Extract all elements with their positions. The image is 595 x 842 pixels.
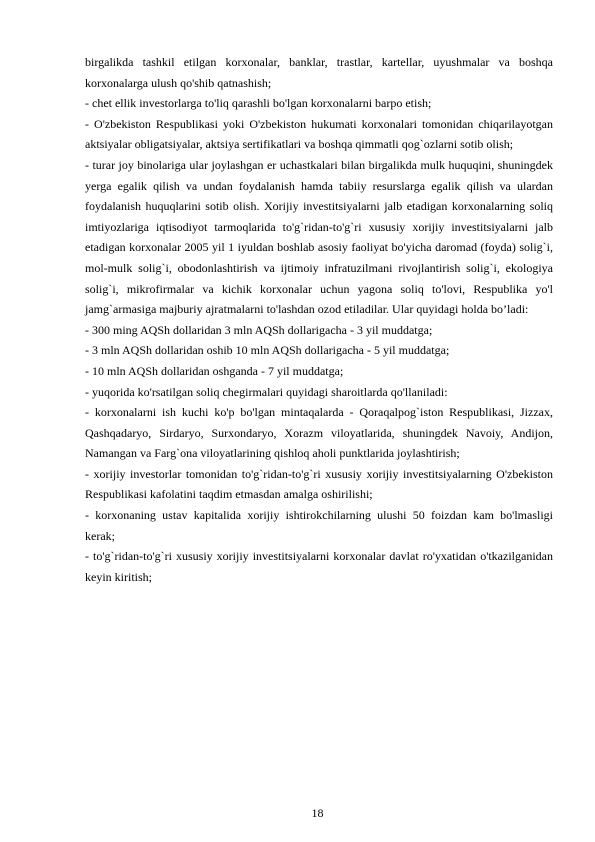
page-number: 18 bbox=[311, 806, 324, 820]
paragraph-9: - korxonalarni ish kuchi ko'p bo'lgan mintaqalarda - Qoraqalpog`iston Respublikasi, Jizzax, Qashqadaryo, Sirdaryo, Surxondaryo, Xorazm viloyatlarida, shuningdek Navoiy, Andijon, Namangan va Farg`ona viloyatlarining qishloq aholi punktlarida joylashtirish; bbox=[85, 405, 553, 461]
paragraph-11: - korxonaning ustav kapitalida xorijiy ishtirokchilarning ulushi 50 foizdan kam bo'lmasligi kerak; bbox=[85, 508, 553, 543]
paragraph-4: - turar joy binolariga ular joylashgan er uchastkalari bilan birgalikda mulk huquqini, shuningdek yerga egalik qilish va undan foydalanish hamda tabiiy resurslarga egalik qilish va ulardan foydalanish huquqlarini sotib olish. Xorijiy investitsiyalarni jalb etadigan korxonalarning soliq imtiyozlariga iqtisodiyot tarmoqlarida to'g`ridan-to'g`ri xususiy xorijiy investitsiyalarni jalb etadigan korxonalar 2005 yil 1 iyuldan boshlab asosiy faoliyat bo'yicha daromad (foyda) solig`i, mol-mulk solig`i, obodonlashtirish va ijtimoiy infratuzilmani rivojlantirish solig`i, ekologiya solig`i, mikrofirmalar va kichik korxonalar uchun yagona soliq to'lovi, Respublika yo'l jamg`armasiga majburiy ajratmalarni to'lashdan ozod etiladilar. Ular quyidagi holda bo’ladi: bbox=[85, 157, 553, 317]
paragraph-5: - 300 ming AQSh dollaridan 3 mln AQSh dollarigacha - 3 yil muddatga; bbox=[85, 322, 433, 337]
paragraph-2: - chet ellik investorlarga to'liq qarashli bo'lgan korxonalarni barpo etish; bbox=[85, 96, 432, 111]
paragraph-8: - yuqorida ko'rsatilgan soliq chegirmalari quyidagi sharoitlarda qo'llaniladi: bbox=[85, 384, 448, 399]
paragraph-3: - O'zbekiston Respublikasi yoki O'zbekiston hukumati korxonalari tomonidan chiqarilayotgan aktsiyalar obligatsiyalar, aktsiya sertifikatlari va boshqa qimmatli qog`ozlarni sotib olish; bbox=[85, 116, 553, 152]
paragraph-1: birgalikda tashkil etilgan korxonalar, banklar, trastlar, kartellar, uyushmalar va boshqa korxonalarga ulush qo'shib qatnashish; bbox=[85, 55, 553, 90]
document-body bbox=[85, 52, 553, 587]
paragraph-7: - 10 mln AQSh dollaridan oshganda - 7 yil muddatga; bbox=[85, 363, 344, 378]
paragraph-10: - xorijiy investorlar tomonidan to'g`ridan-to'g`ri xususiy xorijiy investitsiyalarning O'zbekiston Respublikasi kafolatini taqdim etmasdan amalga oshirilishi; bbox=[85, 466, 553, 502]
paragraph-12: - to'g`ridan-to'g`ri xususiy xorijiy investitsiyalarni korxonalar davlat ro'yxatidan o'tkazilganidan keyin kiritish; bbox=[85, 549, 553, 584]
paragraph-6: - 3 mln AQSh dollaridan oshib 10 mln AQSh dollarigacha - 5 yil muddatga; bbox=[85, 343, 450, 358]
